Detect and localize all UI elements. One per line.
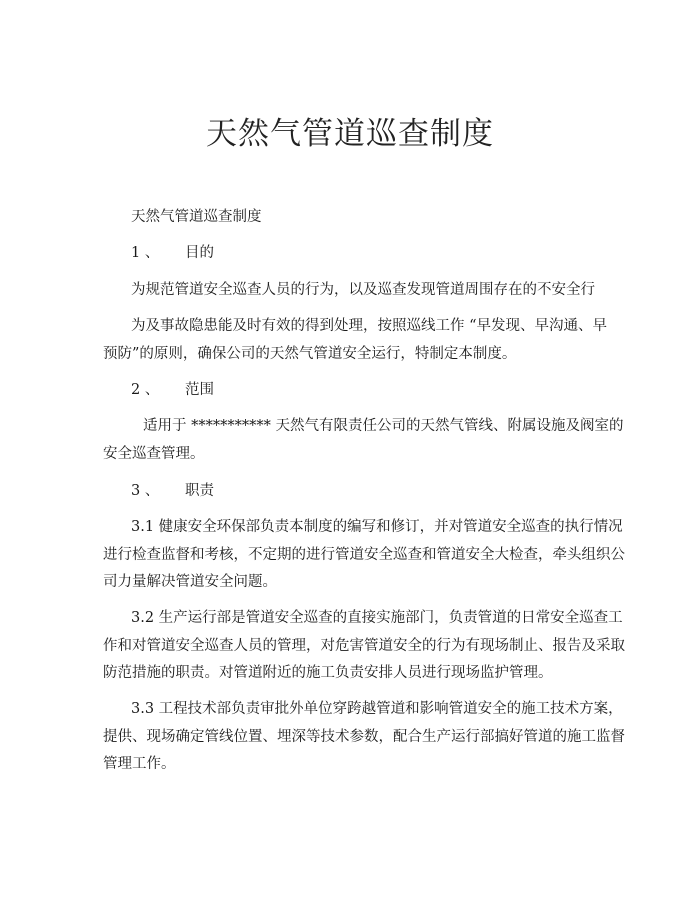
paragraph-line: 作和对管道安全巡查人员的管理，对危害管道安全的行为有现场制止、报告及采取 — [103, 638, 625, 654]
document-title: 天然气管道巡查制度 — [206, 116, 494, 152]
section-title: 目的 — [185, 245, 214, 261]
paragraph-line: 提供、现场确定管线位置、埋深等技术参数，配合生产运行部搞好管道的施工监督 — [103, 729, 625, 745]
section-heading-purpose — [131, 243, 214, 263]
section-number: 3 、 — [131, 483, 160, 499]
paragraph-line: 为规范管道安全巡查人员的行为，以及巡查发现管道周围存在的不安全行 — [131, 282, 595, 298]
paragraph-line: 3.2 生产运行部是管道安全巡查的直接实施部门，负责管道的日常安全巡查工 — [131, 610, 623, 626]
paragraph-line: 司力量解决管道安全问题。 — [103, 574, 277, 590]
paragraph-line: 防范措施的职责。对管道附近的施工负责安排人员进行现场监护管理。 — [103, 665, 553, 681]
paragraph-line: 3.3 工程技术部负责审批外单位穿跨越管道和影响管道安全的施工技术方案， — [131, 701, 623, 717]
paragraph-line: 适用于 *********** 天然气有限责任公司的天然气管线、附属设施及阀室的 — [143, 418, 624, 434]
document-subtitle: 天然气管道巡查制度 — [131, 209, 262, 225]
paragraph-line: 3.1 健康安全环保部负责本制度的编写和修订，并对管道安全巡查的执行情况 — [131, 519, 623, 535]
paragraph-line: 安全巡查管理。 — [103, 446, 205, 462]
section-number: 1 、 — [131, 245, 160, 261]
paragraph-line: 管理工作。 — [103, 756, 176, 772]
section-heading-scope — [131, 380, 214, 400]
section-number: 2 、 — [131, 382, 160, 398]
paragraph-line: 为及事故隐患能及时有效的得到处理，按照巡线工作 “早发现、早沟通、早 — [131, 318, 608, 334]
section-title: 范围 — [185, 382, 214, 398]
paragraph-line: 预防”的原则，确保公司的天然气管道安全运行，特制定本制度。 — [103, 346, 517, 362]
section-heading-duties — [131, 481, 214, 501]
paragraph-line: 进行检查监督和考核，不定期的进行管道安全巡查和管道安全大检查，牵头组织公 — [103, 547, 625, 563]
section-title: 职责 — [185, 483, 214, 499]
